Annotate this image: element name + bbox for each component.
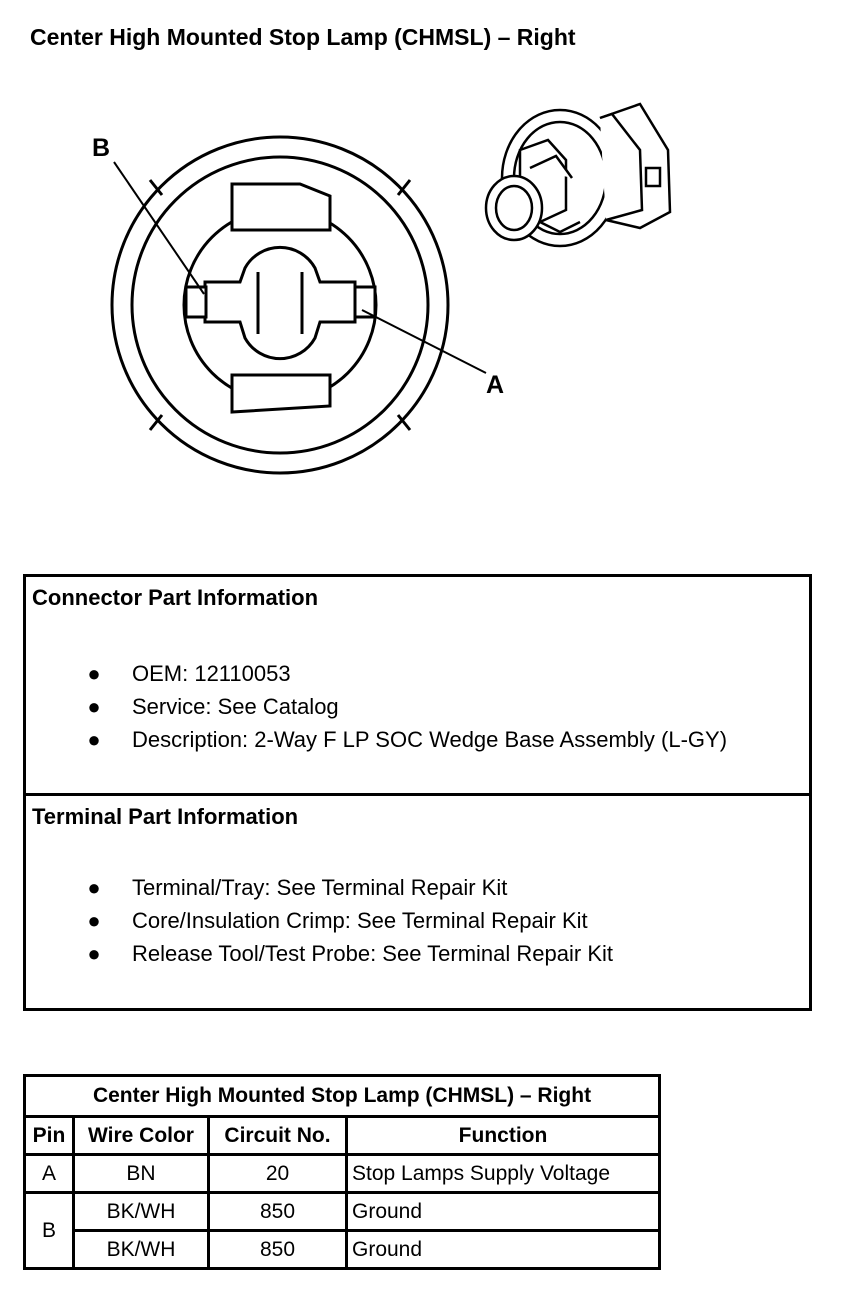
table-row: [25, 1193, 660, 1231]
connector-part-heading: Connector Part Information: [32, 585, 319, 610]
cell-pin: A: [25, 1155, 74, 1193]
terminal-part-list: [26, 871, 613, 970]
page-title: Center High Mounted Stop Lamp (CHMSL) – Right: [30, 24, 576, 50]
list-item: ● Service: See Catalog: [26, 690, 727, 723]
cell-pin: B: [25, 1193, 74, 1269]
bullet-icon: ●: [87, 661, 101, 686]
header-wire-color: Wire Color: [74, 1117, 209, 1155]
list-item: ● OEM: 12110053: [26, 657, 727, 690]
list-item: ● Description: 2-Way F LP SOC Wedge Base Assembly (L-GY): [26, 723, 727, 756]
socket-tab-bottom: [232, 375, 330, 412]
table-header-row: [25, 1117, 660, 1155]
bullet-icon: ●: [87, 908, 101, 933]
connector-3d-view: [486, 104, 670, 246]
bullet-icon: ●: [87, 941, 101, 966]
list-item: ● Core/Insulation Crimp: See Terminal Repair Kit: [26, 904, 613, 937]
cell-function: Stop Lamps Supply Voltage: [347, 1155, 660, 1193]
cell-wire-color: BK/WH: [74, 1231, 209, 1269]
cell-circuit: 850: [209, 1193, 347, 1231]
connector-diagram: [0, 90, 864, 510]
table-row: [25, 1231, 660, 1269]
table-title: Center High Mounted Stop Lamp (CHMSL) – Right: [25, 1076, 660, 1117]
terminal-part-heading: Terminal Part Information: [32, 804, 299, 829]
bullet-icon: ●: [87, 694, 101, 719]
leader-line-a: [362, 310, 486, 373]
table-row: [25, 1155, 660, 1193]
terminal-part-section: [26, 796, 809, 1008]
label-a: A: [486, 371, 505, 399]
cell-wire-color: BK/WH: [74, 1193, 209, 1231]
connector-part-list: [26, 657, 727, 756]
connector-part-section: [26, 577, 809, 796]
socket-tab-top: [232, 184, 330, 230]
label-b: B: [92, 134, 111, 162]
pin-table: [23, 1074, 661, 1270]
header-pin: Pin: [25, 1117, 74, 1155]
cell-circuit: 850: [209, 1231, 347, 1269]
cell-wire-color: BN: [74, 1155, 209, 1193]
header-circuit: Circuit No.: [209, 1117, 347, 1155]
list-item: ● Terminal/Tray: See Terminal Repair Kit: [26, 871, 613, 904]
table-title-row: [25, 1076, 660, 1117]
bullet-icon: ●: [87, 875, 101, 900]
leader-line-b: [114, 162, 204, 294]
bullet-icon: ●: [87, 727, 101, 752]
cell-function: Ground: [347, 1231, 660, 1269]
cell-circuit: 20: [209, 1155, 347, 1193]
cell-function: Ground: [347, 1193, 660, 1231]
list-item: ● Release Tool/Test Probe: See Terminal Repair Kit: [26, 937, 613, 970]
wedge-slot: [205, 247, 355, 358]
header-function: Function: [347, 1117, 660, 1155]
part-information-box: [23, 574, 812, 1011]
